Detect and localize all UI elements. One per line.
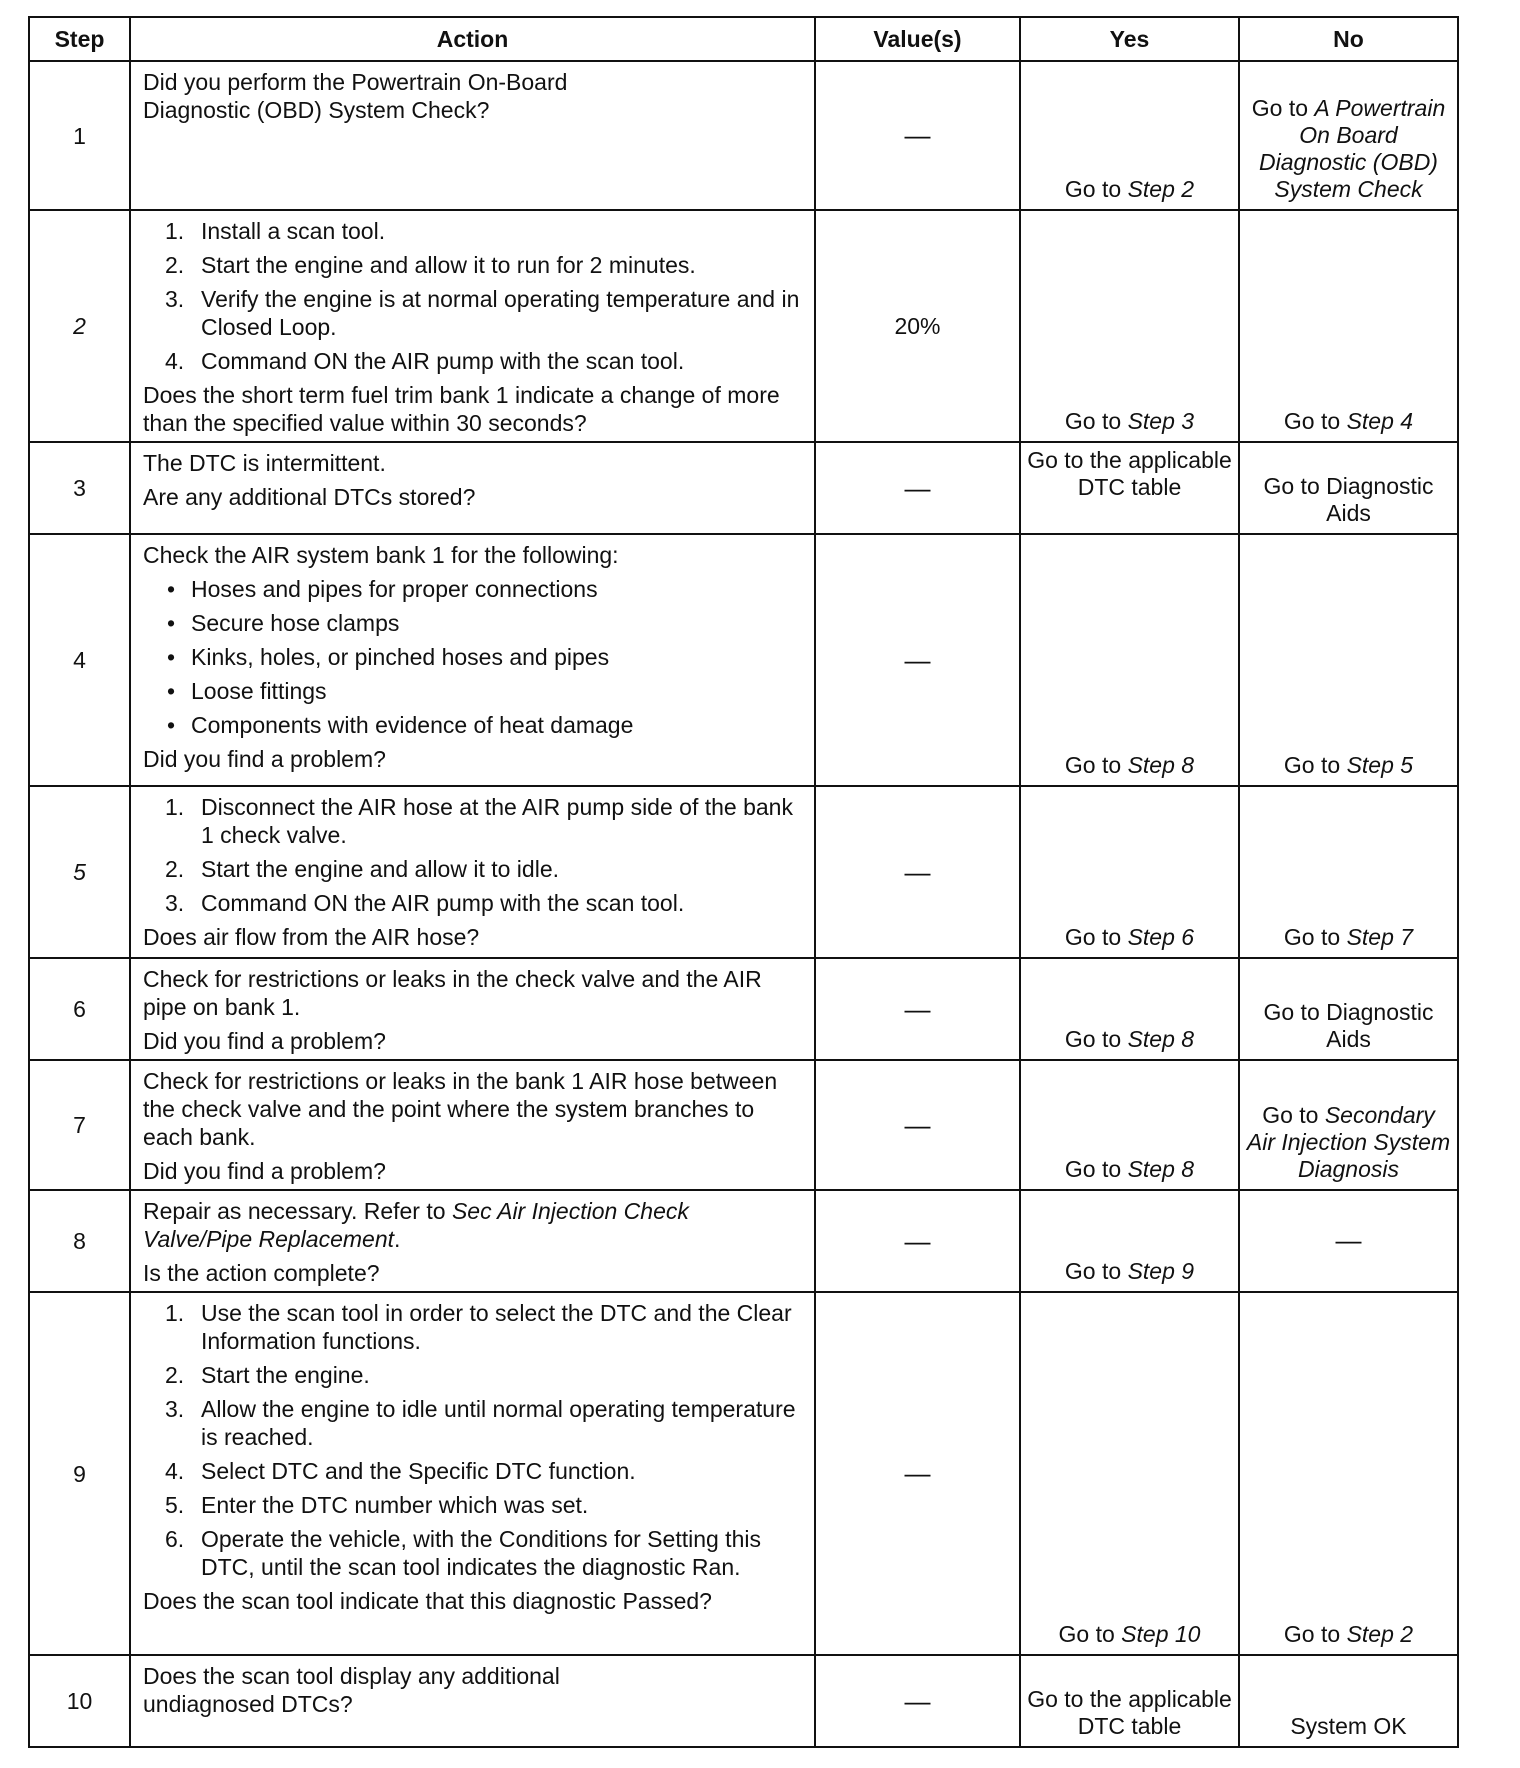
no-step-link[interactable]: Step 4 xyxy=(1346,408,1414,434)
no-cell: Go to Step 2 xyxy=(1239,1292,1458,1655)
list-item: 3. Verify the engine is at normal operating temperature and in Closed Loop. xyxy=(165,286,800,340)
diagnostic-table xyxy=(28,16,1459,1748)
yes-cell: Go to Step 8 xyxy=(1020,1060,1239,1190)
no-cell: Go to Secondary Air Injection System Diagnosis xyxy=(1239,1060,1458,1190)
table-row xyxy=(29,210,1458,442)
header-row xyxy=(29,17,1458,61)
reference-link[interactable]: Sec Air Injection Check Valve/Pipe Replacement xyxy=(143,1198,689,1252)
value-cell: — xyxy=(815,1655,1020,1747)
list-item: 6. Operate the vehicle, with the Conditions for Setting this DTC, until the scan tool indicates the diagnostic Ran. xyxy=(165,1526,761,1580)
action-cell xyxy=(130,442,815,534)
header-no: No xyxy=(1239,17,1458,61)
yes-link[interactable]: Go to the applicable DTC table xyxy=(1027,1686,1232,1739)
step-number: 3 xyxy=(29,442,130,534)
step-number: 2 xyxy=(29,210,130,442)
list-item: • Loose fittings xyxy=(143,677,804,705)
yes-step-link[interactable]: Step 10 xyxy=(1121,1621,1201,1647)
action-question: Does air flow from the AIR hose? xyxy=(143,924,480,950)
no-link[interactable]: Go to Diagnostic Aids xyxy=(1263,473,1434,526)
no-cell: Go to Step 4 xyxy=(1239,210,1458,442)
yes-step-link[interactable]: Step 2 xyxy=(1127,176,1195,202)
yes-cell: Go to Step 8 xyxy=(1020,534,1239,786)
list-item: 4. Select DTC and the Specific DTC function. xyxy=(165,1458,636,1484)
no-step-link[interactable]: A Powertrain On Board Diagnostic (OBD) System Check xyxy=(1259,95,1446,202)
list-item: 1. Use the scan tool in order to select the DTC and the Clear Information functions. xyxy=(165,1300,792,1354)
value-cell xyxy=(815,61,1020,210)
yes-cell: Go to Step 8 xyxy=(1020,958,1239,1060)
header-values: Value(s) xyxy=(815,17,1020,61)
no-cell xyxy=(1239,1190,1458,1292)
table-row xyxy=(29,1655,1458,1747)
list-item: • Secure hose clamps xyxy=(143,609,804,637)
action-text: The DTC is intermittent. xyxy=(143,450,386,476)
step-number: 6 xyxy=(29,958,130,1060)
no-cell xyxy=(1239,1655,1458,1747)
no-cell xyxy=(1239,61,1458,210)
yes-step-link[interactable]: Step 8 xyxy=(1127,752,1195,778)
yes-step-link[interactable]: Step 6 xyxy=(1127,924,1195,950)
table-row xyxy=(29,958,1458,1060)
action-cell xyxy=(130,61,815,210)
no-cell: Go to Step 7 xyxy=(1239,786,1458,958)
step-number: 4 xyxy=(29,534,130,786)
yes-step-link[interactable]: Step 3 xyxy=(1127,408,1195,434)
list-item: 3. Command ON the AIR pump with the scan tool. xyxy=(165,890,685,916)
table-row xyxy=(29,1060,1458,1190)
value-cell: — xyxy=(815,534,1020,786)
table-row xyxy=(29,534,1458,786)
list-item: 2. Start the engine and allow it to run for 2 minutes. xyxy=(165,252,696,278)
step-number: 10 xyxy=(29,1655,130,1747)
table-row xyxy=(29,442,1458,534)
action-text: Check the AIR system bank 1 for the following: xyxy=(143,542,619,568)
action-cell xyxy=(130,534,815,786)
no-text: — xyxy=(1335,1224,1362,1255)
list-item: 1. Disconnect the AIR hose at the AIR pump side of the bank 1 check valve. xyxy=(165,794,793,848)
action-text: Check for restrictions or leaks in the check valve and the AIR pipe on bank 1. xyxy=(143,966,762,1020)
no-step-link[interactable]: Secondary Air Injection System Diagnosis xyxy=(1246,1102,1451,1182)
step-number: 8 xyxy=(29,1190,130,1292)
yes-cell xyxy=(1020,442,1239,534)
no-step-link[interactable]: Step 5 xyxy=(1346,752,1414,778)
no-step-link[interactable]: Step 2 xyxy=(1346,1621,1414,1647)
yes-cell: Go to Step 6 xyxy=(1020,786,1239,958)
list-item: 5. Enter the DTC number which was set. xyxy=(165,1492,589,1518)
action-cell xyxy=(130,1655,815,1747)
list-item: • Kinks, holes, or pinched hoses and pipes xyxy=(143,643,804,671)
action-bullets xyxy=(143,575,804,739)
yes-cell xyxy=(1020,61,1239,210)
action-question: Does the short term fuel trim bank 1 indicate a change of more than the specified value within 30 seconds? xyxy=(143,382,780,436)
action-question: Are any additional DTCs stored? xyxy=(143,484,476,510)
value-cell xyxy=(815,210,1020,442)
no-cell: Go to Step 5 xyxy=(1239,534,1458,786)
action-cell xyxy=(130,1060,815,1190)
yes-step-link[interactable]: Step 8 xyxy=(1127,1026,1195,1052)
action-question: Does the scan tool indicate that this diagnostic Passed? xyxy=(143,1588,712,1614)
action-cell xyxy=(130,1190,815,1292)
yes-prefix: Go to xyxy=(1064,176,1128,202)
no-cell xyxy=(1239,958,1458,1060)
action-question: Did you find a problem? xyxy=(143,1028,386,1054)
step-number: 9 xyxy=(29,1292,130,1655)
step-number: 1 xyxy=(29,61,130,210)
value-cell: — xyxy=(815,442,1020,534)
list-item: 4. Command ON the AIR pump with the scan tool. xyxy=(165,348,685,374)
value-cell: — xyxy=(815,1292,1020,1655)
value-text: — xyxy=(904,120,931,150)
yes-cell: Go to Step 9 xyxy=(1020,1190,1239,1292)
table-row xyxy=(29,1292,1458,1655)
list-item: 1. Install a scan tool. xyxy=(165,218,386,244)
action-text: Repair as necessary. Refer to Sec Air Injection Check Valve/Pipe Replacement. xyxy=(143,1198,689,1252)
no-link[interactable]: Go to Diagnostic Aids xyxy=(1263,999,1434,1052)
step-number: 5 xyxy=(29,786,130,958)
action-text: Did you perform the Powertrain On-Board Diagnostic (OBD) System Check? xyxy=(143,69,568,123)
yes-cell: Go to Step 3 xyxy=(1020,210,1239,442)
table-row xyxy=(29,61,1458,210)
header-step: Step xyxy=(29,17,130,61)
action-cell xyxy=(130,1292,815,1655)
step-number: 7 xyxy=(29,1060,130,1190)
yes-step-link[interactable]: Step 8 xyxy=(1127,1156,1195,1182)
action-question: Did you find a problem? xyxy=(143,746,386,772)
list-item: 2. Start the engine. xyxy=(165,1362,370,1388)
value-cell: — xyxy=(815,1060,1020,1190)
no-text: System OK xyxy=(1290,1713,1407,1739)
yes-link[interactable]: Go to the applicable DTC table xyxy=(1027,447,1232,500)
list-item: 2. Start the engine and allow it to idle. xyxy=(165,856,560,882)
action-text: Does the scan tool display any additional undiagnosed DTCs? xyxy=(143,1663,560,1717)
action-cell xyxy=(130,958,815,1060)
list-item: • Hoses and pipes for proper connections xyxy=(143,575,804,603)
action-cell xyxy=(130,210,815,442)
header-action: Action xyxy=(130,17,815,61)
no-step-link[interactable]: Step 7 xyxy=(1346,924,1414,950)
action-steps xyxy=(143,1299,804,1581)
list-item: 3. Allow the engine to idle until normal operating temperature is reached. xyxy=(165,1396,796,1450)
value-text: 20% xyxy=(894,313,941,339)
action-question: Did you find a problem? xyxy=(143,1158,386,1184)
yes-cell xyxy=(1020,1655,1239,1747)
value-cell: — xyxy=(815,958,1020,1060)
yes-step-link[interactable]: Step 9 xyxy=(1127,1258,1195,1284)
action-cell xyxy=(130,786,815,958)
value-cell: — xyxy=(815,1190,1020,1292)
value-cell: — xyxy=(815,786,1020,958)
action-steps xyxy=(143,793,804,917)
table-row xyxy=(29,786,1458,958)
table-row xyxy=(29,1190,1458,1292)
no-prefix: Go to xyxy=(1251,95,1315,121)
header-yes: Yes xyxy=(1020,17,1239,61)
action-text: Check for restrictions or leaks in the bank 1 AIR hose between the check valve and the point where the system branches to each bank. xyxy=(143,1068,778,1150)
no-cell xyxy=(1239,442,1458,534)
list-item: • Components with evidence of heat damage xyxy=(143,711,804,739)
yes-cell: Go to Step 10 xyxy=(1020,1292,1239,1655)
action-steps xyxy=(143,217,804,375)
action-question: Is the action complete? xyxy=(143,1260,380,1286)
